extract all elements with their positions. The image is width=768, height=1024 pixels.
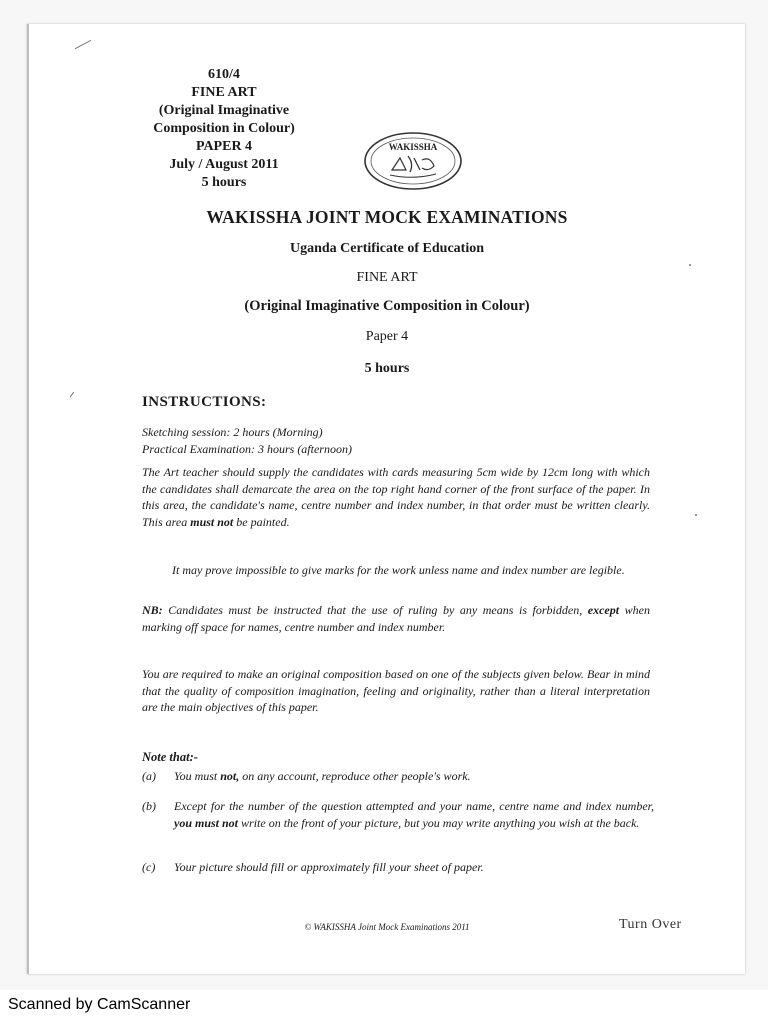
note-item-b	[142, 798, 654, 831]
scanner-watermark: Scanned by CamScanner	[8, 996, 191, 1013]
paper-header-block	[129, 66, 319, 192]
composition-title: (Original Imaginative Composition in Colour)	[244, 298, 530, 314]
scan-mark	[75, 40, 91, 49]
paper-title: Paper 4	[365, 329, 409, 344]
copyright-footer: © WAKISSHA Joint Mock Examinations 2011	[304, 922, 470, 932]
paper-subject: FINE ART	[191, 85, 257, 100]
instruction-paragraph-nb	[142, 602, 650, 635]
instruction-paragraph-4: You are required to make an original composition based on one of the subjects given below. Bear in mind that the quality of composition imagination, feeling and originality, rather than a literal interpretation are the main objectives of this paper.	[142, 667, 650, 714]
note-heading: Note that:-	[142, 750, 198, 764]
note-a-text: You must	[174, 769, 221, 783]
hours-title: 5 hours	[364, 361, 410, 376]
note-b-text: Except for the number of the question attempted and your name, centre name and index number,	[174, 799, 654, 813]
paper-number: PAPER 4	[195, 139, 253, 154]
note-b-text-end: write on the front of your picture, but you may write anything you wish at the back.	[238, 815, 640, 830]
paper-code: 610/4	[208, 67, 240, 82]
nb-text: Candidates must be instructed that the use of ruling by any means is forbidden,	[162, 603, 588, 617]
paper-duration: 5 hours	[201, 175, 247, 190]
paper-subtitle-line2: Composition in Colour)	[153, 121, 295, 136]
sketching-session: Sketching session: 2 hours (Morning)	[142, 425, 323, 439]
scan-speck	[689, 264, 691, 266]
paper-subtitle-line1: (Original Imaginative	[158, 103, 290, 118]
note-label: (c)	[142, 860, 156, 874]
para1-emphasis: must not	[190, 514, 234, 529]
note-a-text-end: on any account, reproduce other people's work.	[239, 769, 471, 783]
paper-date: July / August 2011	[169, 157, 279, 172]
certificate-title: Uganda Certificate of Education	[289, 241, 485, 256]
scan-mark	[70, 392, 74, 397]
wakissha-logo-icon	[362, 130, 464, 192]
instruction-paragraph-2: It may prove impossible to give marks for the work unless name and index number are legible.	[172, 563, 625, 577]
note-label: (a)	[142, 769, 156, 783]
note-text	[174, 798, 654, 831]
subject-title: FINE ART	[356, 270, 418, 285]
practical-session: Practical Examination: 3 hours (afternoon)	[142, 441, 352, 456]
scan-speck	[695, 514, 697, 516]
nb-emphasis: except	[587, 603, 620, 617]
note-label: (b)	[142, 799, 156, 813]
logo-text: WAKISSHA	[388, 142, 438, 152]
note-a-emphasis: not,	[220, 769, 240, 783]
note-b-emphasis: you must not	[174, 815, 239, 830]
note-text: Your picture should fill or approximately fill your sheet of paper.	[174, 860, 484, 874]
note-item-a	[142, 768, 654, 785]
para1-text-end: be painted.	[233, 514, 290, 529]
instruction-paragraph-1	[142, 464, 650, 530]
note-text	[174, 768, 654, 785]
exam-board-title: WAKISSHA JOINT MOCK EXAMINATIONS	[206, 207, 568, 227]
nb-label: NB:	[142, 603, 163, 617]
session-times	[142, 424, 650, 457]
note-item-c	[142, 859, 654, 876]
turn-over-label: Turn Over	[619, 917, 682, 932]
exam-paper-page	[27, 24, 745, 974]
para1-text: The Art teacher should supply the candidates with cards measuring 5cm wide by 12cm long with which the candidates shall demarcate the area on the top right hand corner of the front surface of the paper. In this area, the candidate's name, centre number and index number, in that order must be written clearly. This area	[142, 465, 650, 529]
instructions-heading: INSTRUCTIONS:	[142, 394, 267, 410]
nb-text-end: when marking off space for names, centre number and index number.	[142, 603, 650, 634]
